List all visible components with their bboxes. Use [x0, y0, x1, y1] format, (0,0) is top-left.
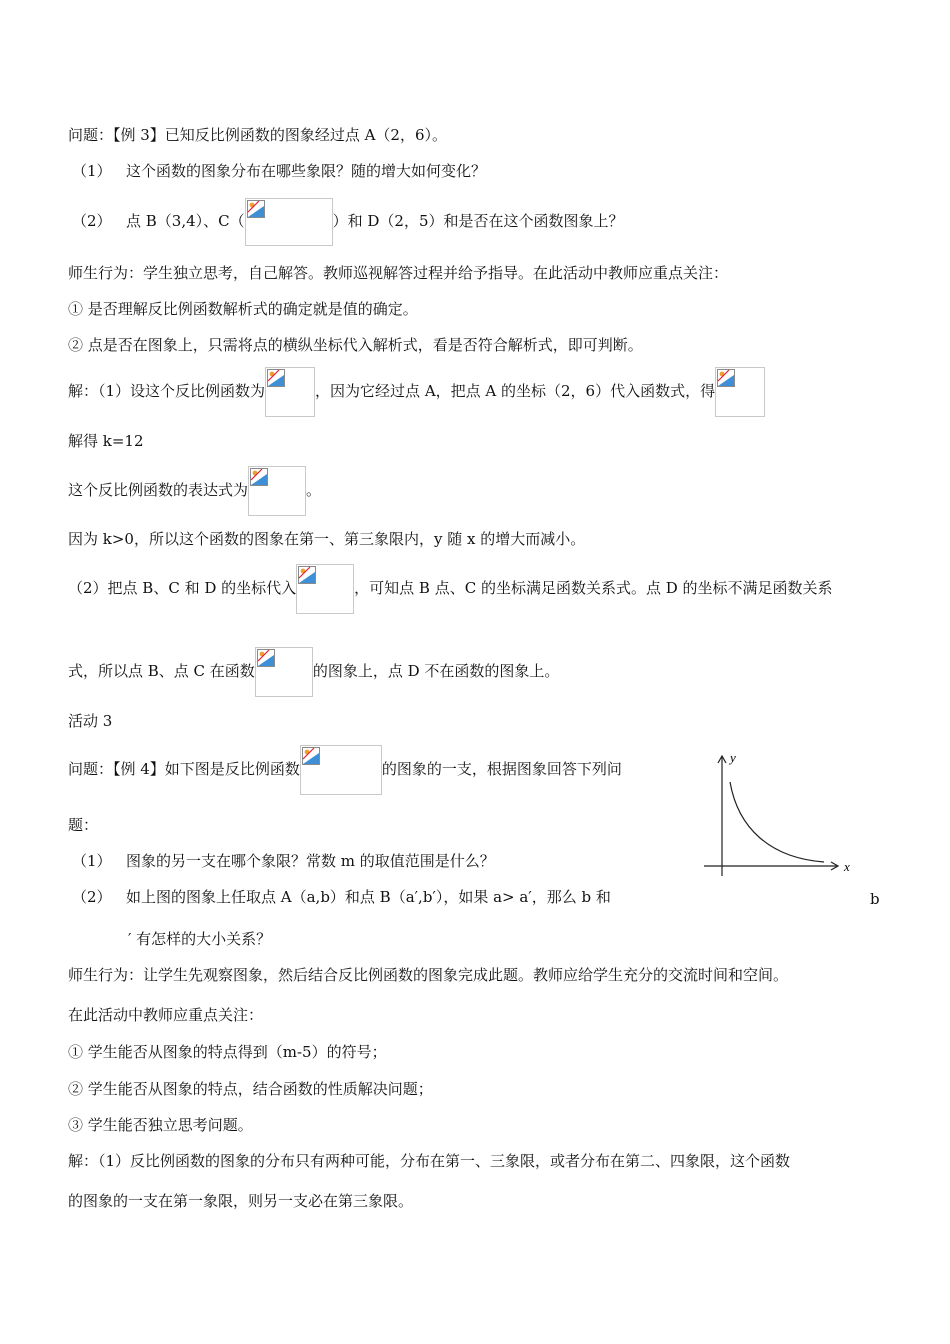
broken-image-icon [717, 369, 735, 387]
q1-number: （1） [72, 162, 112, 180]
solution2-line [68, 564, 833, 614]
formula-image-substitution [715, 367, 765, 417]
q2-text-b: ）和 D（2，5）和是否在这个函数图象上？ [332, 212, 624, 230]
solution4-line1: 解：（1）反比例函数的图象的分布只有两种可能，分布在第一、三象限，或者分布在第二、四象限，这个函数 [68, 1152, 791, 1170]
solution2-cont-line [68, 647, 559, 697]
focus-function-properties: ② 学生能否从图象的特点，结合函数的性质解决问题； [68, 1080, 433, 1098]
example3-question: 问题：【例 3】已知反比例函数的图象经过点 A（2，6）。 [68, 126, 448, 144]
formula-image-expression [248, 466, 306, 516]
broken-image-icon [247, 200, 265, 218]
focus-independent-thinking: ③ 学生能否独立思考问题。 [68, 1116, 253, 1134]
solution2-cont-text-a: 式，所以点 B、点 C 在函数 [68, 662, 255, 680]
hyperbola-branch [730, 782, 824, 862]
solution2-text-b: ，可知点 B 点、C 的坐标满足函数关系式。点 D 的坐标不满足函数关系 [354, 579, 833, 597]
solution1-line [68, 367, 765, 417]
q4-1-number: （1） [72, 852, 112, 870]
y-axis-label: y [730, 750, 736, 765]
q4-2-b-letter: b [870, 890, 880, 908]
solution-k-value: 解得 k=12 [68, 432, 144, 450]
focus-intro: 在此活动中教师应重点关注： [68, 1006, 264, 1024]
q4-1-text: 图象的另一支在哪个象限？常数 m 的取值范围是什么？ [126, 852, 495, 870]
broken-image-icon [267, 369, 285, 387]
solution1-text-b: ，因为它经过点 A，把点 A 的坐标（2，6）代入函数式，得 [315, 382, 716, 400]
example4-text-b: 的图象的一支，根据图象回答下列问 [381, 760, 622, 778]
q4-2-number: （2） [72, 888, 112, 906]
broken-image-icon [302, 747, 320, 765]
teacher-student-behavior-2: 师生行为：让学生先观察图象，然后结合反比例函数的图象完成此题。教师应给学生充分的交流时间和空间。 [68, 966, 789, 984]
formula-image-sub2 [296, 564, 354, 614]
solution2-text-a: （2）把点 B、C 和 D 的坐标代入 [68, 579, 297, 597]
hyperbola-graph [700, 748, 860, 880]
q1-text: 这个函数的图象分布在哪些象限？随的增大如何变化？ [126, 162, 487, 180]
teacher-student-behavior-1: 师生行为：学生独立思考，自己解答。教师巡视解答过程并给予指导。在此活动中教师应重点关注： [68, 264, 729, 282]
q2-line [126, 198, 624, 246]
q2-text-a: 点 B（3,4）、C（ [126, 212, 245, 230]
focus-m5-sign: ① 学生能否从图象的特点得到（m-5）的符号； [68, 1043, 387, 1061]
solution2-cont-text-b: 的图象上，点 D 不在函数的图象上。 [312, 662, 560, 680]
expression-text-b: 。 [306, 481, 322, 499]
focus-point-2: ② 点是否在图象上，只需将点的横纵坐标代入解析式，看是否符合解析式，即可判断。 [68, 336, 643, 354]
formula-image-k [265, 367, 315, 417]
focus-point-1: ① 是否理解反比例函数解析式的确定就是值的确定。 [68, 300, 418, 318]
solution1-text-a: 解：（1）设这个反比例函数为 [68, 382, 266, 400]
expression-line [68, 466, 321, 516]
x-axis-label: x [844, 859, 850, 874]
formula-image-m-function [300, 745, 382, 795]
q4-2-continuation: ′ 有怎样的大小关系？ [128, 930, 272, 948]
broken-image-icon [250, 468, 268, 486]
broken-image-icon [257, 649, 275, 667]
expression-text-a: 这个反比例函数的表达式为 [68, 481, 249, 499]
q4-2-text: 如上图的图象上任取点 A（a,b）和点 B（a′,b′），如果 a> a′，那么 b 和 [126, 888, 611, 906]
formula-image-c [245, 198, 333, 246]
formula-image-function [255, 647, 313, 697]
because-k-positive: 因为 k>0，所以这个函数的图象在第一、第三象限内，y 随 x 的增大而减小。 [68, 530, 586, 548]
solution4-line2: 的图象的一支在第一象限，则另一支必在第三象限。 [68, 1192, 414, 1210]
broken-image-icon [298, 566, 316, 584]
example4-question-end: 题： [68, 816, 99, 834]
example4-text-a: 问题：【例 4】如下图是反比例函数 [68, 760, 300, 778]
activity-3-heading: 活动 3 [68, 712, 113, 730]
example4-line [68, 745, 622, 795]
q2-number: （2） [72, 212, 112, 230]
